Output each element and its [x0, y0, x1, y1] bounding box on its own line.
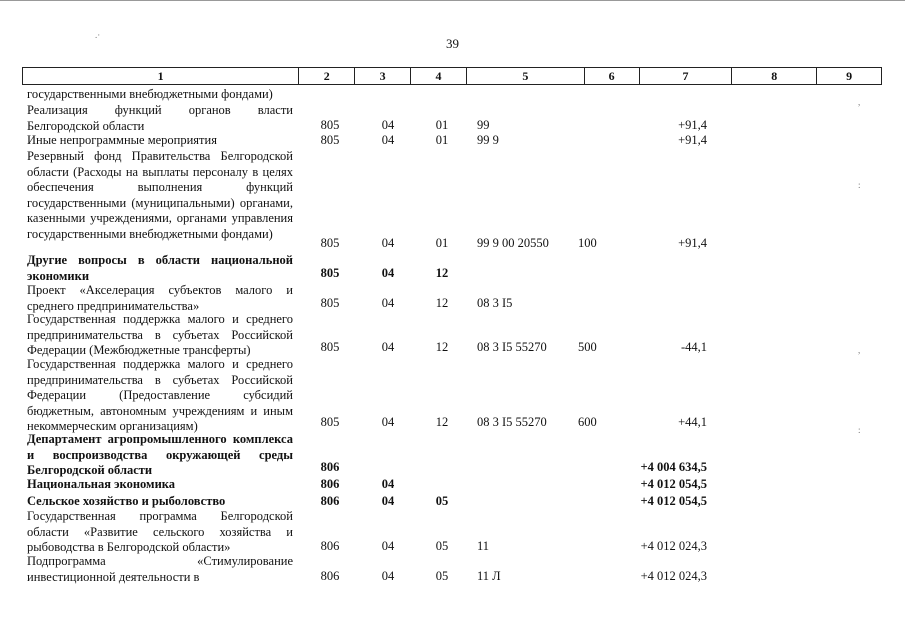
table-row-description: Реализация функций органов власти Белгородской области — [27, 103, 293, 133]
cell-code-4: 05 — [435, 539, 449, 553]
cell-amount: +4 012 054,5 — [640, 494, 707, 508]
page-top-edge — [0, 0, 905, 1]
cell-code-4: 12 — [435, 296, 449, 310]
table-row-description: Сельское хозяйство и рыболовство — [27, 494, 226, 508]
cell-code-3: 04 — [381, 494, 395, 508]
table-row-description: Другие вопросы в области национальной экономики — [27, 253, 293, 283]
table-row-description: Подпрограмма «Стимулирование инвестиционной деятельности в — [27, 554, 293, 584]
header-col-8: 8 — [732, 68, 817, 84]
cell-code-5: 08 3 I5 — [477, 296, 513, 310]
table-row-description: Резервный фонд Правительства Белгородской области (Расходы на выплаты персоналу в целях обеспечения выполнения функций государственными (муниципальными) органами, казенными учреждениями, органами управления государственными внебюджетными фондами) — [27, 149, 293, 241]
cell-code-5: 99 9 00 20550 — [477, 236, 549, 250]
table-row-description: Государственная поддержка малого и среднего предпринимательства в субъетах Российской Федерации (Межбюджетные трансферты) — [27, 312, 293, 358]
header-col-4: 4 — [411, 68, 467, 84]
table-row-description: Иные непрограммные мероприятия — [27, 133, 217, 147]
cell-code-2: 806 — [320, 494, 340, 508]
scan-speck: , — [858, 345, 861, 355]
cell-code-3: 04 — [381, 539, 395, 553]
table-row-description: Национальная экономика — [27, 477, 176, 491]
page-number: 39 — [446, 36, 459, 51]
cell-code-3: 04 — [381, 133, 395, 147]
table-row-description: Государственная программа Белгородской области «Развитие сельского хозяйства и рыбоводства в Белгородской области» — [27, 509, 293, 555]
header-col-5: 5 — [467, 68, 585, 84]
header-col-2: 2 — [299, 68, 355, 84]
table-row-description: государственными внебюджетными фондами) — [27, 87, 273, 101]
table-header — [22, 67, 882, 85]
cell-code-4: 05 — [435, 494, 449, 508]
header-col-1: 1 — [23, 68, 299, 84]
cell-code-6: 100 — [578, 236, 597, 250]
cell-code-4: 01 — [435, 133, 449, 147]
cell-code-2: 805 — [320, 133, 340, 147]
cell-code-3: 04 — [381, 236, 395, 250]
cell-code-5: 11 — [477, 539, 490, 553]
cell-code-4: 05 — [435, 569, 449, 583]
cell-amount: +91,4 — [678, 133, 707, 147]
cell-amount: +4 012 024,3 — [640, 539, 707, 553]
cell-code-2: 806 — [320, 569, 340, 583]
cell-code-3: 04 — [381, 569, 395, 583]
cell-amount: +91,4 — [678, 236, 707, 250]
cell-code-5: 11 Л — [477, 569, 501, 583]
cell-code-6: 500 — [578, 340, 597, 354]
scan-speck: , — [858, 97, 861, 107]
cell-code-4: 12 — [435, 415, 449, 429]
cell-code-3: 04 — [381, 118, 395, 132]
scan-speck: .· — [95, 30, 101, 40]
cell-code-5: 08 3 I5 55270 — [477, 340, 547, 354]
cell-code-5: 99 — [477, 118, 490, 132]
cell-code-5: 08 3 I5 55270 — [477, 415, 547, 429]
cell-code-2: 806 — [320, 477, 340, 491]
cell-code-3: 04 — [381, 266, 395, 280]
cell-code-2: 805 — [320, 236, 340, 250]
cell-code-3: 04 — [381, 296, 395, 310]
table-row-description: Государственная поддержка малого и среднего предпринимательства в субъетах Российской Федерации (Предоставление субсидий бюджетным, автономным учреждениям и иным некоммерческим организациям) — [27, 357, 293, 434]
scan-speck: : — [858, 180, 861, 190]
cell-amount: +4 012 054,5 — [640, 477, 707, 491]
cell-amount: -44,1 — [680, 340, 707, 354]
cell-code-2: 805 — [320, 415, 340, 429]
cell-amount: +44,1 — [678, 415, 707, 429]
cell-code-5: 99 9 — [477, 133, 499, 147]
cell-code-2: 805 — [320, 266, 340, 280]
scan-speck: : — [858, 425, 861, 435]
cell-amount: +4 012 024,3 — [640, 569, 707, 583]
header-col-6: 6 — [585, 68, 640, 84]
cell-code-3: 04 — [381, 340, 395, 354]
cell-code-2: 806 — [320, 539, 340, 553]
cell-code-6: 600 — [578, 415, 597, 429]
header-col-9: 9 — [846, 69, 853, 83]
cell-code-2: 805 — [320, 340, 340, 354]
cell-amount: +91,4 — [678, 118, 707, 132]
cell-code-2: 805 — [320, 118, 340, 132]
cell-code-2: 806 — [320, 460, 340, 474]
cell-amount: +4 004 634,5 — [640, 460, 707, 474]
cell-code-4: 12 — [435, 340, 449, 354]
cell-code-4: 01 — [435, 236, 449, 250]
cell-code-3: 04 — [381, 477, 395, 491]
cell-code-2: 805 — [320, 296, 340, 310]
header-col-3: 3 — [355, 68, 411, 84]
table-row-description: Департамент агропромышленного комплекса и воспроизводства окружающей среды Белгородской области — [27, 432, 293, 478]
cell-code-4: 12 — [435, 266, 449, 280]
table-row-description: Проект «Акселерация субъектов малого и среднего предпринимательства» — [27, 283, 293, 313]
cell-code-4: 01 — [435, 118, 449, 132]
cell-code-3: 04 — [381, 415, 395, 429]
header-col-7: 7 — [640, 68, 733, 84]
